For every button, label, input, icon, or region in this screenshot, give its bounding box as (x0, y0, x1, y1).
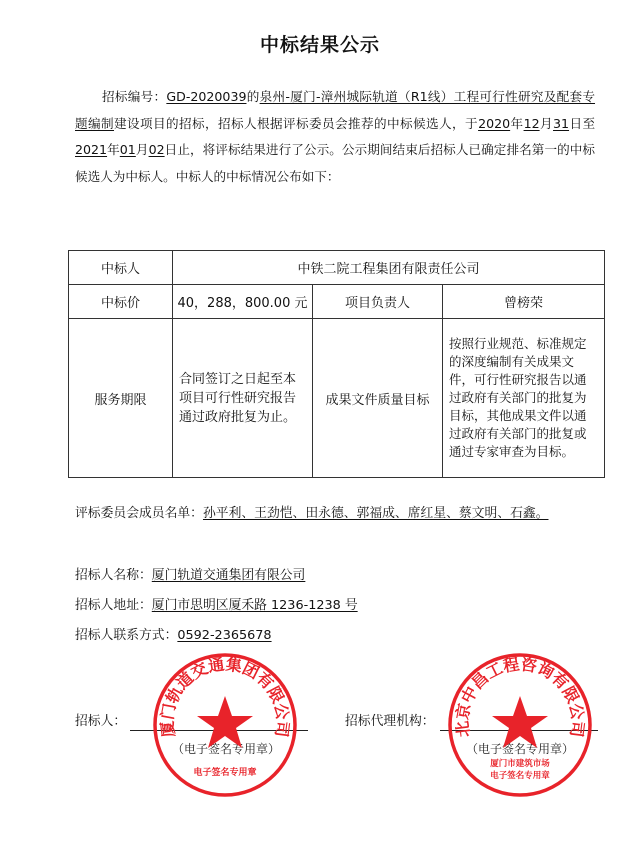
start-day: 31 (553, 115, 570, 131)
tenderer-name-line (75, 564, 305, 583)
tenderer-address-line (75, 594, 358, 613)
tenderer-sign-label: 招标人： (75, 714, 127, 729)
period-value: 合同签订之日起至本项目可行性研究报告通过政府批复为止。 (173, 319, 313, 478)
seal-bottom-text-1: 厦门市建筑市场 (490, 759, 550, 769)
winner-value: 中铁二院工程集团有限责任公司 (173, 251, 605, 285)
tenderer-seal (150, 650, 300, 800)
tenderer-name-label: 招标人名称： (75, 568, 152, 583)
table-row (69, 285, 605, 319)
tender-code-label: 招标编号： (102, 89, 167, 104)
result-table (68, 250, 605, 478)
quality-value: 按照行业规范、标准规定的深度编制有关成果文件，可行性研究报告以通过政府有关部门的批复为目标，其他成果文件以通过政府有关部门的批复或通过专家审查为目标。 (443, 319, 605, 478)
committee-members: 孙平利、王劲恺、田永德、郭福成、席红星、蔡文明、石鑫。 (202, 506, 549, 521)
manager-label: 项目负责人 (313, 285, 443, 319)
project-name: 泉州-厦门-漳州城际轨道（R1线）工程可行性研究及配套专题编制 (75, 89, 596, 131)
tenderer-address-label: 招标人地址： (75, 598, 152, 613)
tenderer-phone: 0592-2365678 (177, 628, 272, 643)
price-value: 40，288，800.00 元 (173, 285, 313, 319)
seal-star-icon (492, 696, 548, 748)
intro-text: 的 (246, 89, 260, 104)
quality-label: 成果文件质量目标 (313, 319, 443, 478)
agent-sign-paren: （电子签名专用章） (466, 742, 575, 756)
table-row (69, 319, 605, 478)
seal-ring-text: 厦门轨道交通集团有限公司 (157, 654, 293, 739)
period-label: 服务期限 (69, 319, 173, 478)
manager-value: 曾榜荣 (443, 285, 605, 319)
tenderer-sign-paren: （电子签名专用章） (172, 742, 281, 756)
intro-text: 日止，将评标结果进行了公示。公示期间结束后招标人已确定排名第一的中标候选人为中标人。中标人的中标情况公布如下： (75, 142, 596, 184)
tenderer-name: 厦门轨道交通集团有限公司 (151, 568, 306, 583)
price-label: 中标价 (69, 285, 173, 319)
tenderer-contact-label: 招标人联系方式： (75, 628, 178, 643)
seal-bottom-text: 电子签名专用章 (193, 768, 257, 778)
end-year: 2021 (75, 142, 108, 157)
committee-label: 评标委员会成员名单： (75, 506, 203, 521)
day-to-unit: 日至 (569, 115, 596, 131)
year-unit: 年 (510, 115, 524, 131)
intro-paragraph (75, 84, 595, 190)
start-year: 2020 (478, 115, 511, 131)
year-unit: 年 (107, 142, 120, 157)
end-day: 02 (148, 142, 165, 157)
winner-label: 中标人 (69, 251, 173, 285)
tender-code: GD-2020039 (166, 89, 247, 104)
end-month: 01 (119, 142, 136, 157)
start-month: 12 (523, 115, 540, 131)
agent-sign-label: 招标代理机构： (345, 714, 435, 729)
month-unit: 月 (539, 115, 554, 131)
seal-star-icon (197, 696, 253, 748)
page-title: 中标结果公示 (259, 34, 380, 56)
tenderer-address: 厦门市思明区厦禾路 1236-1238 号 (151, 598, 358, 613)
table-row (69, 251, 605, 285)
committee-line (75, 502, 548, 521)
agent-seal (445, 650, 595, 800)
intro-text: 建设项目的招标，招标人根据评标委员会推荐的中标候选人，于 (114, 115, 479, 131)
tenderer-contact-line (75, 624, 272, 643)
seal-bottom-text-2: 电子签名专用章 (490, 771, 550, 781)
month-unit: 月 (135, 142, 149, 157)
seal-ring-text: 北京中昌工程咨询有限公司 (452, 654, 588, 739)
